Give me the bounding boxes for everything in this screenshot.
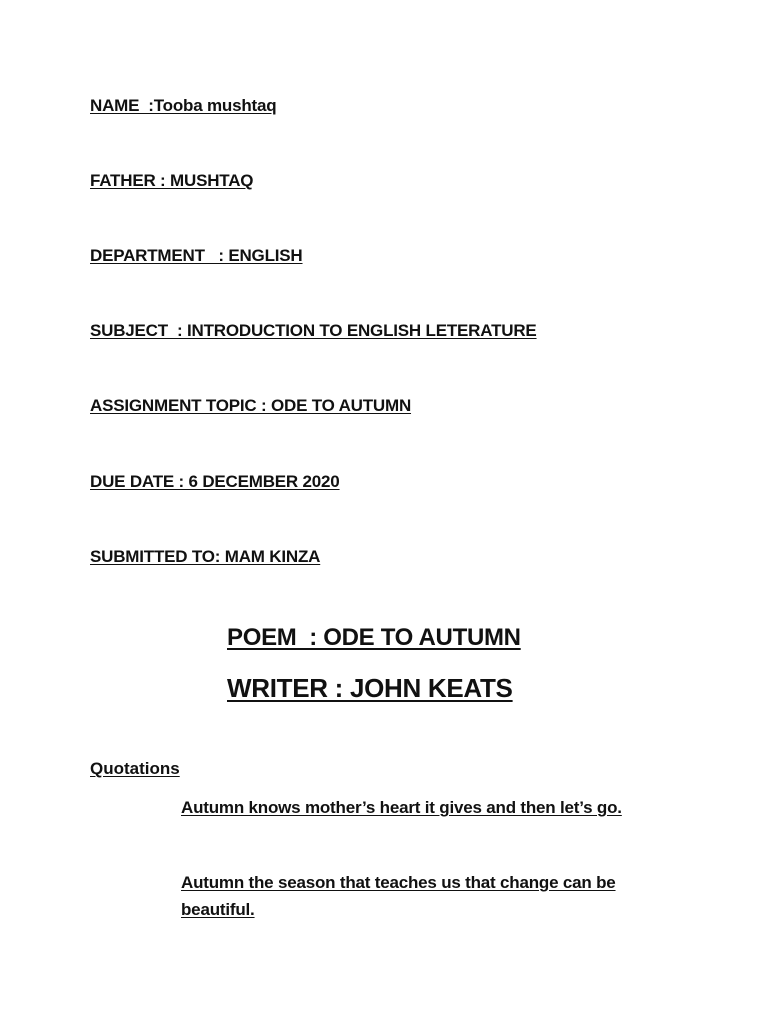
assignment-topic-field: ASSIGNMENT TOPIC : ODE TO AUTUMN [90,396,412,415]
quotation-item: Autumn the season that teaches us that change can be beautiful. [181,873,616,919]
father-field: FATHER : MUSHTAQ [90,171,254,190]
due-date-field: DUE DATE : 6 DECEMBER 2020 [90,472,340,491]
submitted-to-field: SUBMITTED TO: MAM KINZA [90,547,321,566]
subject-field: SUBJECT : INTRODUCTION TO ENGLISH LETERATURE [90,321,537,340]
department-field: DEPARTMENT : ENGLISH [90,246,303,265]
poem-heading: POEM : ODE TO AUTUMN [227,624,521,651]
quotations-label: Quotations [90,759,180,778]
quotation-item: Autumn knows mother’s heart it gives and then let’s go. [181,798,622,817]
writer-heading: WRITER : JOHN KEATS [227,673,513,703]
name-field: NAME :Tooba mushtaq [90,96,277,115]
